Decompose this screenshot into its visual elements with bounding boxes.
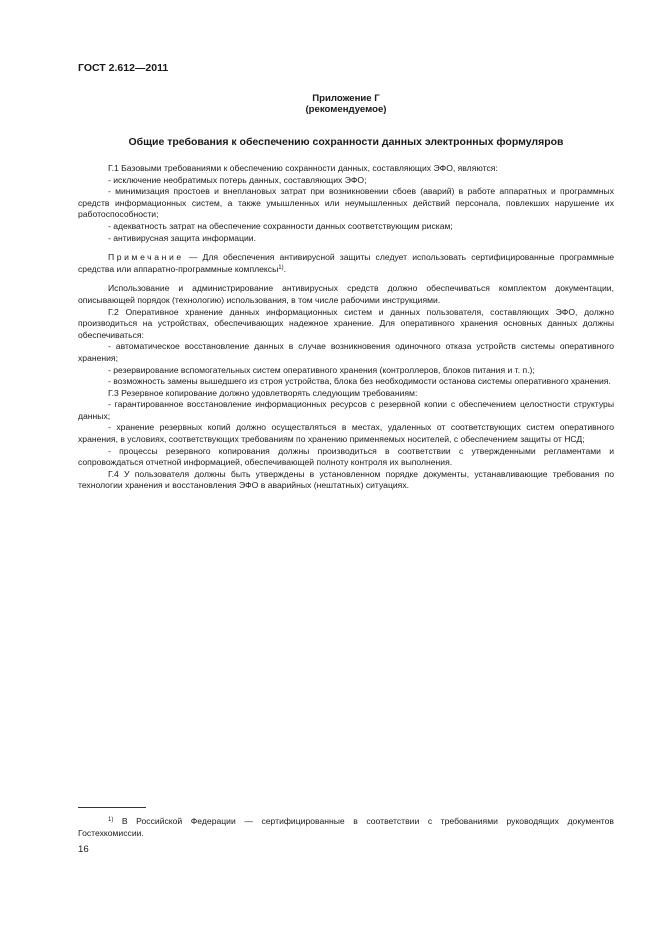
paragraph-g2: Г.2 Оперативное хранение данных информационных систем и данных пользователя, составляющих ЭФО, должно производиться на устройствах, обеспечивающих надежное хранение. Для оперативного хранения основных данных должны обеспечиваться: xyxy=(78,306,614,340)
list-item: - гарантированное восстановление информационных ресурсов с резервной копии с обеспечением целостности структуры данных; xyxy=(78,399,614,421)
footnote-reference: 1) xyxy=(278,264,284,271)
note-text: — Для обеспечения антивирусной защиты следует использовать сертифицированные программные средства или аппаратно-программные комплексы xyxy=(78,252,614,274)
list-item: - хранение резервных копий должно осуществляться в местах, удаленных от соответствующих систем оперативного хранения, в условиях, соответствующих требованиям по хранению применяемых носителей, с обеспечением защиты от НСД; xyxy=(78,422,614,445)
standard-header: ГОСТ 2.612—2011 xyxy=(78,62,169,74)
note-paragraph xyxy=(78,252,614,275)
annex-title: Приложение Г xyxy=(312,93,380,104)
list-item: - минимизация простоев и внеплановых затрат при возникновении сбоев (аварий) в работе аппаратных и программных средств информационных систем, а также умышленных или неумышленных действий персонала, повлекших нарушение их работоспособности; xyxy=(78,186,614,220)
paragraph-g4: Г.4 У пользователя должны быть утверждены в установленном порядке документы, устанавливающие требования по технологии хранения и восстановления ЭФО в аварийных (нештатных) ситуациях. xyxy=(78,468,614,491)
footnote xyxy=(78,816,614,839)
section-title: Общие требования к обеспечению сохранности данных электронных формуляров xyxy=(128,136,564,148)
list-item: - резервирование вспомогательных систем оперативного хранения (контроллеров, блоков питания и т. п.); xyxy=(108,364,535,375)
list-item: - исключение необратимых потерь данных, составляющих ЭФО; xyxy=(108,174,367,185)
footnote-marker: 1) xyxy=(108,817,114,823)
body-text xyxy=(78,163,614,492)
note-end: . xyxy=(283,263,286,274)
page-number: 16 xyxy=(78,844,89,855)
list-item: - автоматическое восстановление данных в случае возникновения одиночного отказа устройств системы оперативного хранения; xyxy=(78,341,614,363)
paragraph: Использование и администрирование антивирусных средств должно обеспечиваться комплектом документации, описывающей порядок (технологию) использования, в том числе рабочими инструкциями. xyxy=(78,283,614,305)
list-item: - антивирусная защита информации. xyxy=(108,232,256,243)
footnote-text: В Российской Федерации — сертифицированные в соответствии с требованиями руководящих документов Гостехкомиссии. xyxy=(78,816,614,838)
list-item: - возможность замены вышедшего из строя устройства, блока без необходимости останова системы оперативного хранения. xyxy=(108,376,611,387)
list-item: - процессы резервного копирования должны производиться в соответствии с утвержденными регламентами и сопровождаться отчетной информацией, обеспечивающей полноту контроля их выполнения. xyxy=(78,445,614,468)
footnote-divider xyxy=(78,807,146,808)
note-label: Примечание xyxy=(108,252,184,263)
annex-status: (рекомендуемое) xyxy=(305,104,387,115)
list-item: - адекватность затрат на обеспечение сохранности данных соответствующим рискам; xyxy=(108,220,453,231)
paragraph-g3: Г.3 Резервное копирование должно удовлетворять следующим требованиям: xyxy=(108,387,418,398)
paragraph-g1: Г.1 Базовыми требованиями к обеспечению сохранности данных, составляющих ЭФО, являются: xyxy=(108,163,498,173)
